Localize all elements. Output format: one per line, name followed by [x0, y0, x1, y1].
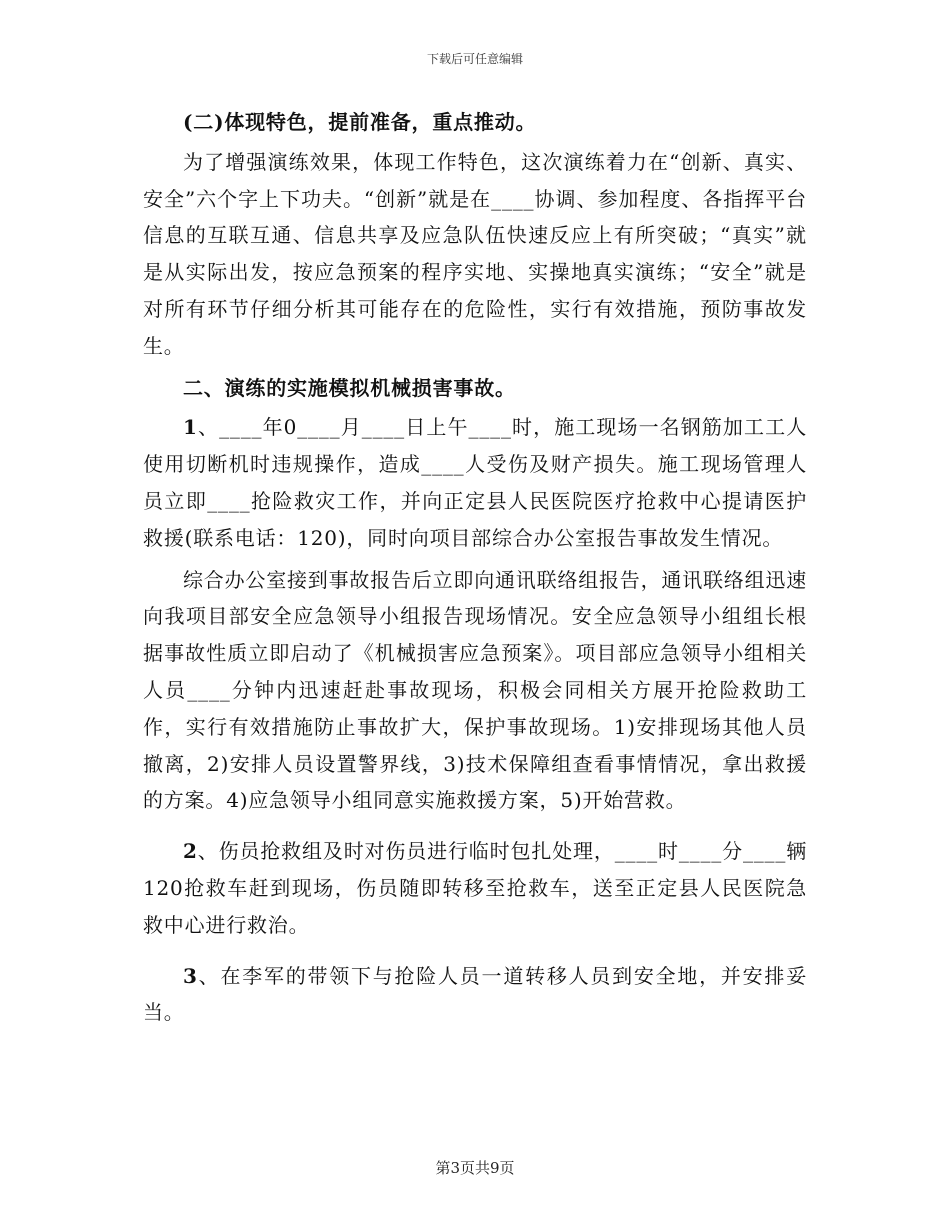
- document-body: [143, 104, 807, 1036]
- section-heading-2: (二)体现特色，提前准备，重点推动。: [183, 110, 537, 134]
- list-item-3-number: 3: [183, 963, 198, 988]
- list-item-3: [143, 958, 807, 1032]
- list-item-1: [143, 409, 807, 556]
- list-item-1-number: 1: [183, 415, 198, 440]
- paragraph-innovation: 为了增强演练效果，体现工作特色，这次演练着力在“创新、真实、安全”六个字上下功夫。“创新”就是在____协调、参加程度、各指挥平台信息的互联互通、信息共享及应急队伍快速反应上有所突破；“真实”就是从实际出发，按应急预案的程序实地、实操地真实演练；“安全”就是对所有环节仔细分析其可能存在的危险性，实行有效措施，预防事故发生。: [143, 149, 807, 358]
- list-item-2-number: 2: [183, 839, 198, 864]
- list-item-2: [143, 833, 807, 943]
- list-item-1-text: 、____年0____月____日上午____时，施工现场一名钢筋加工工人使用切断机时违规操作，造成____人受伤及财产损失。施工现场管理人员立即____抢险救灾工作，并向正定县人民医院医疗抢救中心提请医护救援(联系电话：120)，同时向项目部综合办公室报告事故发生情况。: [143, 415, 807, 550]
- list-item-2-text: 、伤员抢救组及时对伤员进行临时包扎处理，____时____分____辆120抢救车赶到现场，伤员随即转移至抢救车，送至正定县人民医院急救中心进行救治。: [143, 839, 807, 937]
- page-header: 下载后可任意编辑: [426, 52, 523, 66]
- section-heading-drill: 二、演练的实施模拟机械损害事故。: [183, 375, 516, 400]
- paragraph-office-report: 综合办公室接到事故报告后立即向通讯联络组报告，通讯联络组迅速向我项目部安全应急领导小组报告现场情况。安全应急领导小组组长根据事故性质立即启动了《机械损害应急预案》。项目部应急领导小组相关人员____分钟内迅速赶赴事故现场，积极会同相关方展开抢险救助工作，实行有效措施防止事故扩大，保护事故现场。1)安排现场其他人员撤离，2)安排人员设置警界线，3)技术保障组查看事情情况，拿出救援的方案。4)应急领导小组同意实施救援方案，5)开始营救。: [143, 567, 807, 813]
- list-item-3-text: 、在李军的带领下与抢险人员一道转移人员到安全地，并安排妥当。: [143, 963, 807, 1025]
- page-number: 第3页共9页: [435, 1159, 515, 1177]
